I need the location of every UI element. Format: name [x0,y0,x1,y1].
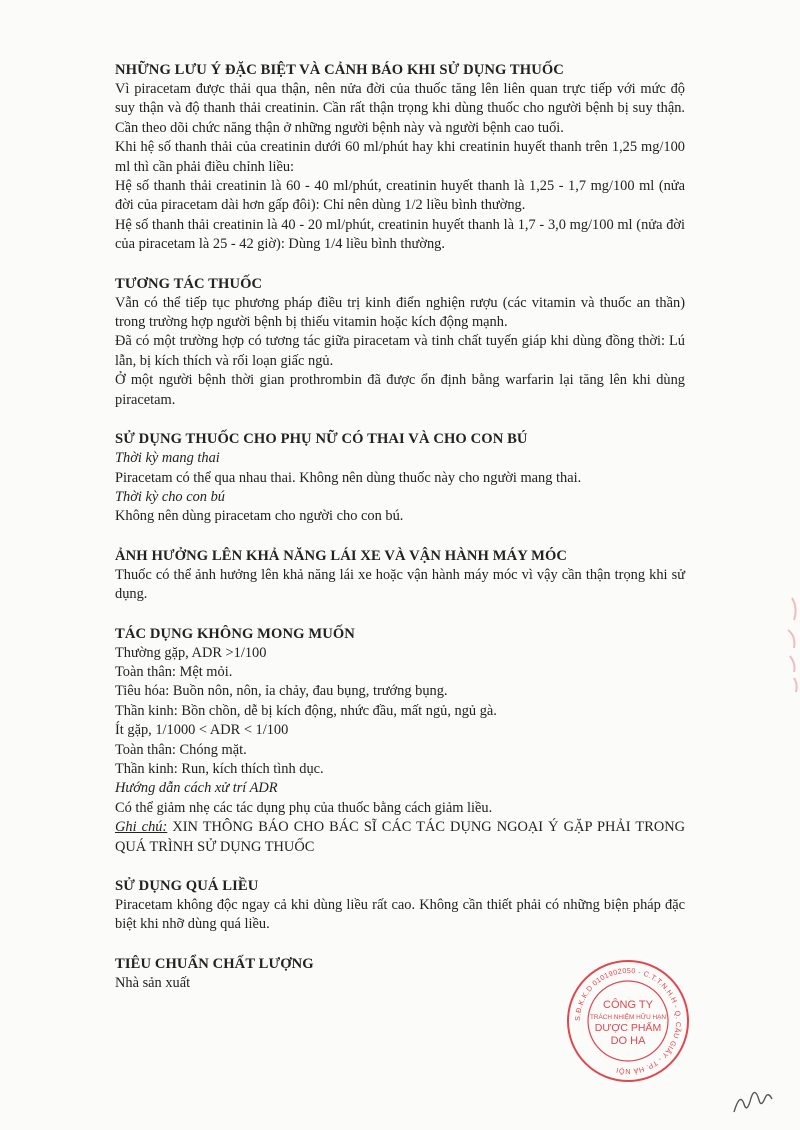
list-line: Toàn thân: Chóng mặt. [115,741,247,758]
section-heading: SỬ DỤNG QUÁ LIỀU [115,878,259,894]
section-driving [115,546,685,605]
section-overdose [115,876,685,935]
seal-fragment-icon [774,590,800,700]
subheading: Thời kỳ mang thai [115,450,220,467]
svg-text:CÔNG TY: CÔNG TY [603,999,653,1011]
subheading: Hướng dẫn cách xử trí ADR [115,780,278,797]
company-stamp [565,958,691,1084]
list-line: Ít gặp, 1/1000 < ADR < 1/100 [115,722,289,739]
svg-text:DO HA: DO HA [610,1035,646,1047]
paragraph: Đã có một trường hợp có tương tác giữa piracetam và tinh chất tuyến giáp khi dùng đồng thời: Lú lẫn, bị kích thích và rối loạn giấc ngủ. [115,333,685,369]
section-adverse-effects [115,624,685,857]
paragraph: Ở một người bệnh thời gian prothrombin đã được ổn định bằng warfarin lại tăng lên khi dùng piracetam. [115,372,685,408]
paragraph: Vẫn có thể tiếp tục phương pháp điều trị kinh điển nghiện rượu (các vitamin và thuốc an thần) trong trường hợp người bệnh bị thiếu vitamin hoặc kích động mạnh. [115,294,685,331]
paragraph: Hệ số thanh thải creatinin là 60 - 40 ml/phút, creatinin huyết thanh là 1,25 - 1,7 mg/100 ml (nửa đời của piracetam dài hơn gấp đôi): Chỉ nên dùng 1/2 liều bình thường. [115,178,685,214]
svg-text:DƯỢC PHẨM: DƯỢC PHẨM [594,1022,662,1034]
paragraph: Khi hệ số thanh thải của creatinin dưới 60 ml/phút hay khi creatinin huyết thanh trên 1,25 mg/100 ml thì cần phải điều chỉnh liều: [115,139,685,175]
list-line: Có thể giảm nhẹ các tác dụng phụ của thuốc bằng cách giảm liều. [115,799,493,816]
paragraph: Piracetam không độc ngay cả khi dùng liều rất cao. Không cần thiết phải có những biện pháp đặc biệt khi nhỡ dùng quá liều. [115,897,685,933]
note-text: XIN THÔNG BÁO CHO BÁC SĨ CÁC TÁC DỤNG NGOẠI Ý GẶP PHẢI TRONG QUÁ TRÌNH SỬ DỤNG THUỐC [115,819,685,855]
note-label: Ghi chú: [115,819,168,836]
paragraph: Thuốc có thể ảnh hưởng lên khả năng lái xe hoặc vận hành máy móc vì vậy cần thận trọng khi sử dụng. [115,566,685,603]
section-heading: TIÊU CHUẨN CHẤT LƯỢNG [115,955,314,972]
list-line: Thần kinh: Run, kích thích tình dục. [115,760,324,777]
section-heading: ẢNH HƯỞNG LÊN KHẢ NĂNG LÁI XE VÀ VẬN HÀNH MÁY MÓC [115,547,568,564]
signature-icon [730,1082,780,1120]
paragraph: Hệ số thanh thải creatinin là 40 - 20 ml/phút, creatinin huyết thanh là 1,7 - 3,0 mg/100 ml (nửa đời của piracetam là 25 - 42 giờ): Dùng 1/4 liều bình thường. [115,216,685,253]
section-pregnancy [115,429,685,527]
list-line: Toàn thân: Mệt mỏi. [115,663,233,680]
section-heading: SỬ DỤNG THUỐC CHO PHỤ NỮ CÓ THAI VÀ CHO CON BÚ [115,431,528,448]
section-heading: TÁC DỤNG KHÔNG MONG MUỐN [115,625,355,642]
paragraph: Không nên dùng piracetam cho người cho con bú. [115,508,404,525]
paragraph: Vì piracetam được thải qua thận, nên nửa đời của thuốc tăng lên liên quan trực tiếp với mức độ suy thận và độ thanh thải creatinin. Cần rất thận trọng khi dùng thuốc cho người bệnh bị suy thận. Cần theo dõi chức năng thận ở những người bệnh này và người bệnh cao tuổi. [115,81,685,136]
section-heading: NHỮNG LƯU Ý ĐẶC BIỆT VÀ CẢNH BÁO KHI SỬ DỤNG THUỐC [115,62,564,78]
paragraph: Piracetam có thể qua nhau thai. Không nên dùng thuốc này cho người mang thai. [115,469,582,486]
svg-text:S.Đ.K.K.D 0101902050 - C.T.T.N: S.Đ.K.K.D 0101902050 - C.T.T.N.H.H - Q. CẦU GIẤY - TP. HÀ NỘI [572,965,684,1077]
stamp-seal-icon [565,958,691,1084]
section-warnings [115,60,685,255]
section-heading: TƯƠNG TÁC THUỐC [115,275,263,292]
svg-text:TRÁCH NHIỆM HỮU HẠN: TRÁCH NHIỆM HỮU HẠN [589,1014,667,1021]
list-line: Tiêu hóa: Buồn nôn, nôn, ỉa chảy, đau bụng, trướng bụng. [115,683,448,700]
subheading: Thời kỳ cho con bú [115,488,225,505]
section-interactions [115,274,685,410]
document-body [115,60,685,1012]
paragraph: Nhà sản xuất [115,974,191,991]
note [115,818,685,857]
list-line: Thần kinh: Bồn chồn, dễ bị kích động, nhức đầu, mất ngủ, ngủ gà. [115,702,497,719]
list-line: Thường gặp, ADR >1/100 [115,644,267,661]
